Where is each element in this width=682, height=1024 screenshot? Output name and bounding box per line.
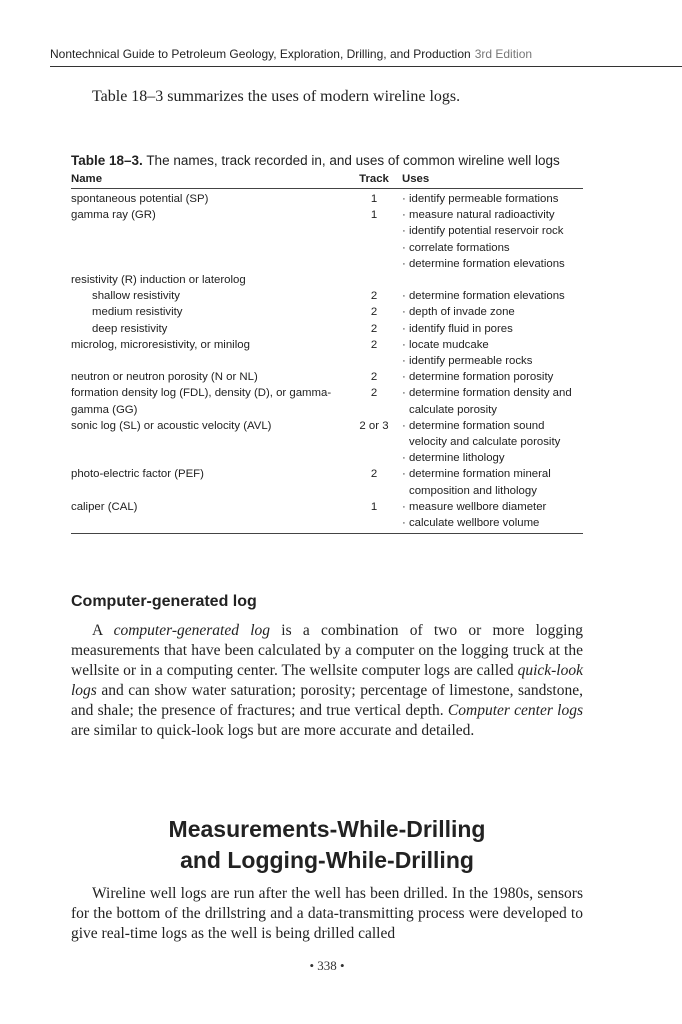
log-track: 1 bbox=[352, 499, 396, 534]
log-name: caliper (CAL) bbox=[71, 499, 352, 534]
log-use-item: · locate mudcake bbox=[402, 337, 583, 353]
log-use-item: · determine formation density and calculate porosity bbox=[402, 385, 583, 417]
table-row bbox=[71, 385, 583, 417]
table-caption bbox=[71, 153, 583, 168]
log-track: 1 bbox=[370, 209, 378, 222]
edition: 3rd Edition bbox=[474, 47, 533, 61]
log-name: deep resistivity bbox=[92, 322, 168, 335]
log-use-item: · determine formation porosity bbox=[402, 369, 583, 385]
log-track: 2 bbox=[370, 338, 378, 351]
logs-table bbox=[71, 171, 583, 534]
log-track bbox=[352, 272, 396, 288]
log-track: 2 bbox=[370, 306, 378, 319]
log-name: spontaneous potential (SP) bbox=[71, 193, 209, 205]
log-uses bbox=[396, 418, 583, 467]
log-name: medium resistivity bbox=[92, 306, 183, 319]
table-row bbox=[71, 304, 583, 320]
log-track: 2 or 3 bbox=[359, 419, 389, 432]
table-row bbox=[71, 288, 583, 304]
table-body bbox=[71, 189, 583, 534]
heading-line-2: and Logging-While-Drilling bbox=[180, 847, 474, 873]
header-rule bbox=[50, 66, 682, 67]
log-track: 2 bbox=[370, 290, 378, 303]
heading-line-1: Measurements-While-Drilling bbox=[168, 816, 486, 842]
log-name: resistivity (R) induction or laterolog bbox=[71, 274, 246, 287]
table-row bbox=[71, 189, 583, 208]
table-row bbox=[71, 272, 583, 288]
log-use-item: · depth of invade zone bbox=[402, 304, 583, 320]
log-uses bbox=[396, 321, 583, 337]
table-row bbox=[71, 369, 583, 385]
table-caption-text: The names, track recorded in, and uses of common wireline well logs bbox=[146, 153, 560, 168]
log-name: shallow resistivity bbox=[92, 290, 180, 303]
log-name: neutron or neutron porosity (N or NL) bbox=[71, 371, 258, 384]
table-header-row bbox=[71, 171, 583, 189]
mwd-paragraph: Wireline well logs are run after the well has been drilled. In the 1980s, sensors for the bottom of the drillstring and a data-transmitting process were developed to give real-time logs as the well is being drilled called bbox=[71, 885, 583, 942]
log-use-item: · determine formation sound velocity and calculate porosity bbox=[402, 418, 583, 450]
term-quick-look-logs: quick-look logs bbox=[71, 662, 583, 699]
log-use-item: · identify permeable rocks bbox=[402, 353, 583, 369]
log-name: photo-electric factor (PEF) bbox=[71, 468, 204, 481]
table-row bbox=[71, 337, 583, 369]
log-use-item: · determine formation elevations bbox=[402, 256, 583, 272]
log-use-item: · determine lithology bbox=[402, 450, 583, 466]
section-heading-computer-log: Computer-generated log bbox=[71, 593, 257, 610]
table-row bbox=[71, 499, 583, 534]
term-computer-center-logs: Computer center logs bbox=[447, 702, 583, 719]
table-row bbox=[71, 418, 583, 467]
intro-paragraph: Table 18–3 summarizes the uses of modern wireline logs. bbox=[92, 88, 461, 105]
column-header-name: Name bbox=[71, 171, 352, 189]
log-use-item: · determine formation mineral composition and lithology bbox=[402, 466, 583, 498]
logs-table-block bbox=[71, 153, 583, 534]
log-name: sonic log (SL) or acoustic velocity (AVL) bbox=[71, 419, 272, 432]
log-track: 2 bbox=[370, 387, 378, 400]
chapter-heading-mwd-lwd bbox=[71, 814, 583, 876]
log-uses bbox=[396, 207, 583, 272]
log-name: formation density log (FDL), density (D), or gamma-gamma (GG) bbox=[71, 387, 332, 416]
log-use-item: · identify potential reservoir rock bbox=[402, 223, 583, 239]
table-row bbox=[71, 466, 583, 498]
table-row bbox=[71, 207, 583, 272]
log-uses bbox=[396, 337, 583, 369]
log-uses bbox=[396, 288, 583, 304]
log-use-item: · correlate formations bbox=[402, 240, 583, 256]
log-track: 2 bbox=[370, 322, 378, 335]
log-uses bbox=[396, 466, 583, 498]
column-header-track: Track bbox=[352, 171, 396, 189]
log-track: 1 bbox=[370, 193, 378, 205]
log-use-item: · measure natural radioactivity bbox=[402, 207, 583, 223]
log-uses bbox=[396, 272, 583, 288]
log-use-item: · calculate wellbore volume bbox=[402, 515, 583, 531]
log-uses bbox=[396, 385, 583, 417]
log-uses bbox=[396, 304, 583, 320]
log-track: 2 bbox=[370, 468, 378, 481]
log-uses bbox=[396, 189, 583, 208]
column-header-uses: Uses bbox=[396, 171, 583, 189]
book-title: Nontechnical Guide to Petroleum Geology, Exploration, Drilling, and Production bbox=[50, 47, 471, 61]
log-name: microlog, microresistivity, or minilog bbox=[71, 338, 250, 351]
log-uses bbox=[396, 499, 583, 534]
log-uses bbox=[396, 369, 583, 385]
page-number: • 338 • bbox=[309, 958, 345, 973]
running-head bbox=[50, 47, 682, 61]
log-use-item: · measure wellbore diameter bbox=[402, 499, 583, 515]
computer-log-paragraph: A computer-generated log is a combination of two or more logging measurements that have been calculated by a computer on the logging truck at the wellsite or in a computing center. The wellsite computer logs are called quick-look logs and can show water saturation; porosity; percentage of limestone, sandstone, and shale; the presence of fractures; and true vertical depth. Computer center logs are similar to quick-look logs but are more accurate and detailed. bbox=[71, 622, 583, 739]
log-track: 2 bbox=[370, 371, 378, 384]
log-use-item: · identify permeable formations bbox=[402, 191, 583, 207]
log-name: gamma ray (GR) bbox=[71, 209, 156, 222]
table-row bbox=[71, 321, 583, 337]
table-label: Table 18–3. bbox=[71, 153, 143, 168]
log-use-item: · identify fluid in pores bbox=[402, 321, 583, 337]
log-use-item: · determine formation elevations bbox=[402, 288, 583, 304]
term-computer-generated-log: computer-generated log bbox=[113, 622, 271, 639]
